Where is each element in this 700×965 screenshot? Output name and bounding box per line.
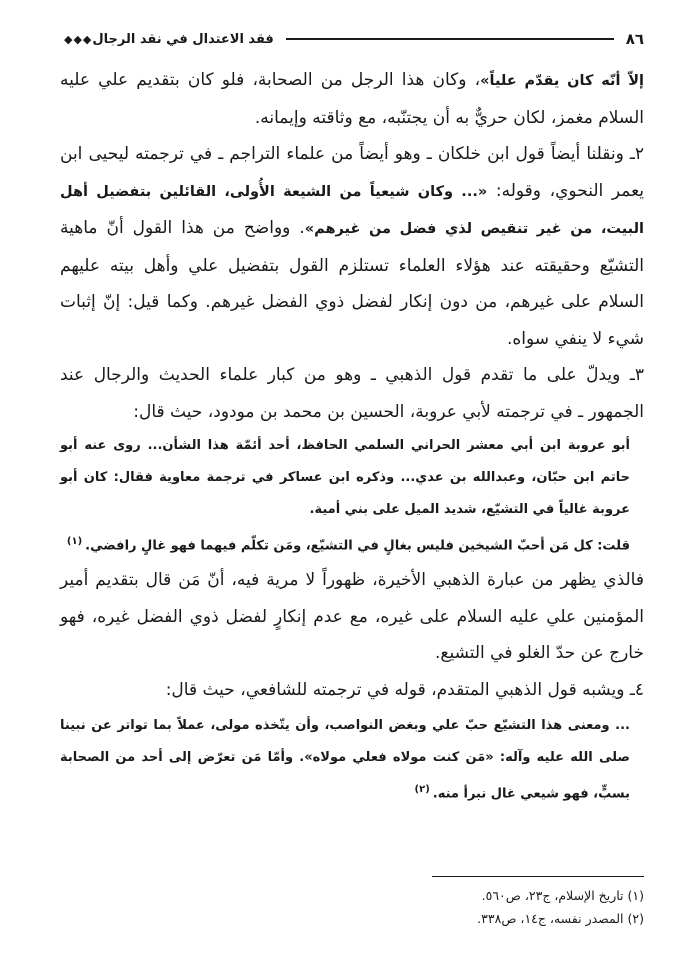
footnote-2: (٢) المصدر نفسه، ج١٤، ص٣٣٨. bbox=[477, 911, 644, 926]
footnote-rule bbox=[432, 876, 644, 877]
header-rule bbox=[286, 38, 614, 40]
paragraph-2-lead: ٢ـ ونقلنا أيضاً قول ابن خلكان ـ وهو أيضاً من علماء التراجم ـ في ترجمته ليحيى ابن يعمر النحوي، وقوله: bbox=[60, 144, 645, 201]
footnote-1: (١) تاريخ الإسلام، ج٢٣، ص٥٦٠. bbox=[481, 888, 644, 903]
page-number: ٨٦ bbox=[625, 30, 644, 48]
block-quote-2 bbox=[60, 710, 644, 810]
block-quote-1b bbox=[60, 526, 644, 562]
paragraph-1-bold: إلاّ أنّه كان يقدّم علياً» bbox=[480, 73, 644, 89]
paragraph-2-text: . وواضح من هذا القول أنّ ماهية التشيّع وحقيقته عند هؤلاء العلماء تستلزم القول بتفضيل علي وأهل بيته عليهم السلام على غيرهم، من دون إنكار لفضل ذوي الفضل غيرهم. وكما قيل: إنّ إثبات شيء لا ينفي سواه. bbox=[60, 218, 644, 349]
paragraph-1-text: ، وكان هذا الرجل من الصحابة، فلو كان بتقديم علي عليه السلام مغمز، لكان حريٌّ به أن يجتنّبه، مع وثاقته وإيمانه. bbox=[60, 70, 644, 128]
paragraph-3-text: ٣ـ ويدلّ على ما تقدم قول الذهبي ـ وهو من كبار علماء الحديث والرجال عند الجمهور ـ في ترجمته لأبي عروبة، الحسين بن محمد بن مودود، حيث قال: bbox=[60, 365, 644, 422]
book-title: فقد الاعتدال في نقد الرجال bbox=[92, 31, 274, 47]
footnotes bbox=[60, 884, 644, 930]
paragraph-4: فالذي يظهر من عبارة الذهبي الأخيرة، ظهوراً لا مرية فيه، أنّ مَن قال بتقديم أمير المؤمنين علي عليه السلام على غيره، مع عدم إنكارٍ لفضل ذوي الفضل غيره، فهو خارج عن حدّ الغلو في التشيع. bbox=[60, 570, 644, 664]
block-quote-1-text: أبو عروبة ابن أبي معشر الحراني السلمي الحافظ، أحد أئمّة هذا الشأن... روى عنه أبو حاتم ابن حبّان، وعبدالله بن عدي... وذكره ابن عساكر في ترجمة معاوية فقال: كان أبو عروبة غالياً في التشيّع، شديد الميل على بني أمية. bbox=[60, 438, 630, 517]
diamond-ornament-icon: ◆◆◆ bbox=[64, 32, 93, 46]
running-header bbox=[62, 26, 644, 52]
main-text bbox=[60, 62, 644, 811]
paragraph-3 bbox=[60, 357, 644, 430]
block-quote-1 bbox=[60, 430, 644, 526]
paragraph-1 bbox=[60, 62, 644, 136]
block-quote-2-text: ... ومعنى هذا التشيّع حبّ علي وبغض النواصب، وأن يتّخذه مولى، عملاً بما تواتر عن نبينا صلى الله عليه وآله: «مَن كنت مولاه فعلي مولاه». وأمّا مَن تعرّض إلى أحد من الصحابة بسبٍّ، فهو شيعي غال نبرأ منه. bbox=[60, 718, 630, 802]
block-quote-1b-text: قلت: كل مَن أحبّ الشيخين فليس بغالٍ في التشيّع، ومَن تكلّم فيهما فهو غالٍ رافضي. bbox=[85, 538, 630, 554]
paragraph-2-bold: «... وكان شيعياً من الشيعة الأُولى، القائلين بتفضيل أهل البيت، من غير تنقيص لذي فضل من غيرهم» bbox=[60, 183, 644, 237]
footnote-ref-1[interactable]: (١) bbox=[66, 536, 83, 547]
paragraph-5: ٤ـ ويشبه قول الذهبي المتقدم، قوله في ترجمته للشافعي، حيث قال: bbox=[165, 679, 644, 700]
paragraph-2 bbox=[60, 136, 644, 357]
footnote-ref-2[interactable]: (٢) bbox=[414, 784, 430, 796]
